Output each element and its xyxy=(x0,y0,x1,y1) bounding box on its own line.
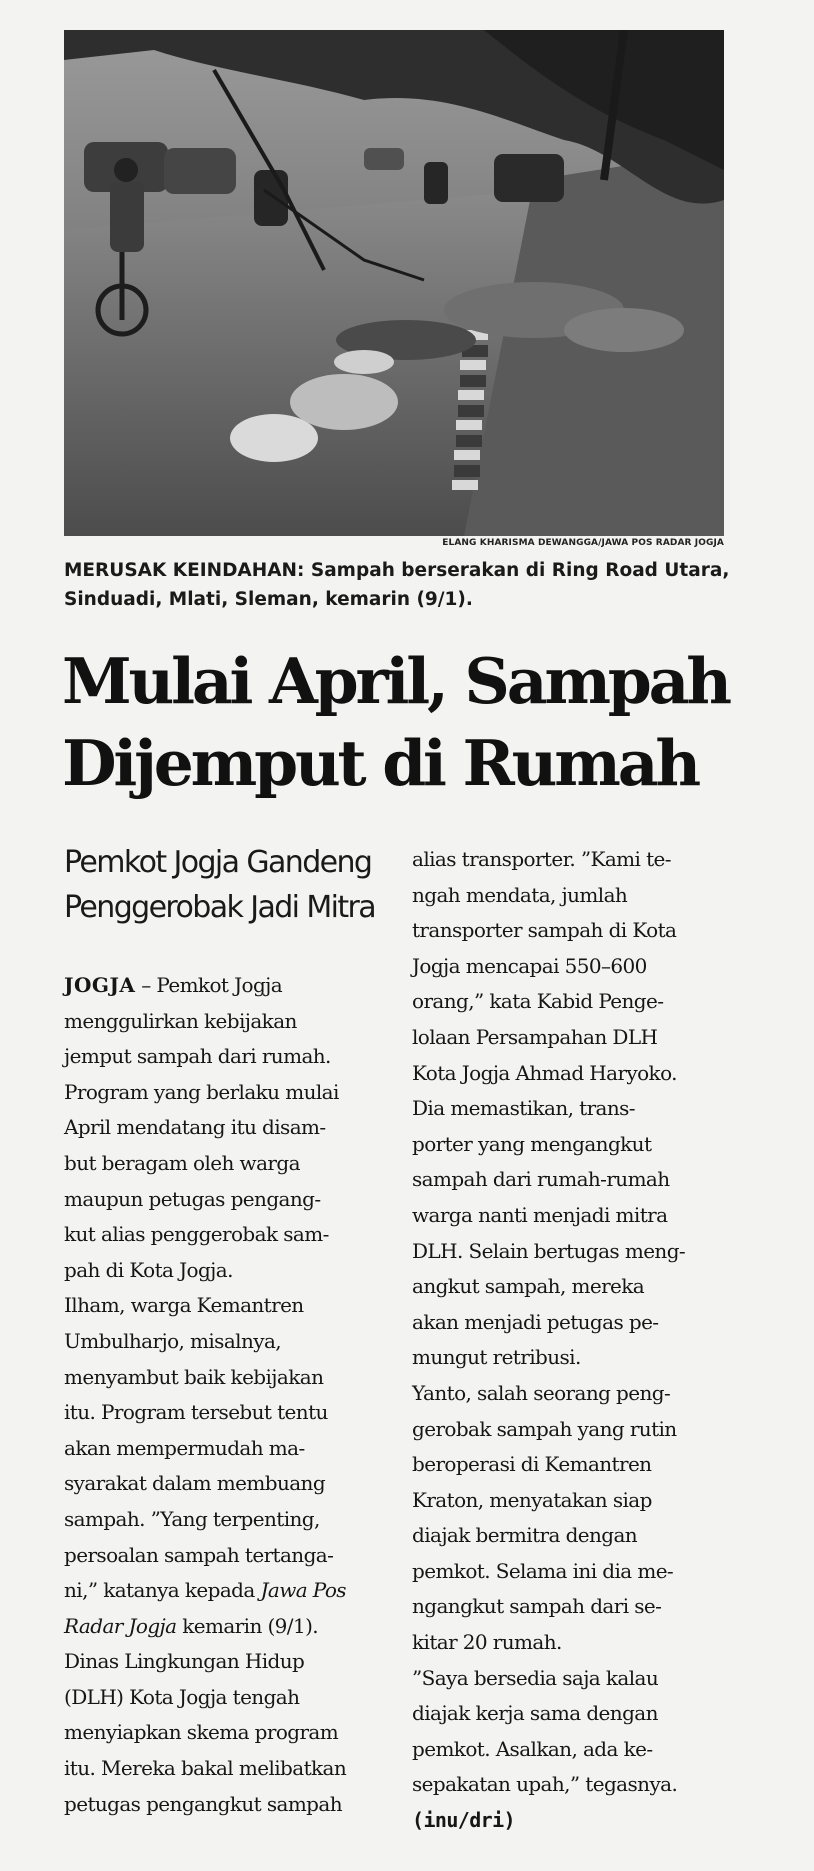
body-line: transporter sampah di Kota xyxy=(412,918,677,943)
caption-text-1: Sampah berserakan di Ring Road Utara, xyxy=(304,560,730,581)
body-line: itu. Program tersebut tentu xyxy=(64,1400,328,1425)
body-line: Jogja mencapai 550–600 xyxy=(412,953,647,978)
article-column-left xyxy=(64,968,382,1822)
body-line: alias transporter. ”Kami te- xyxy=(412,847,671,871)
dateline: JOGJA xyxy=(64,973,136,997)
body-line: DLH. Selain bertugas meng- xyxy=(412,1238,686,1263)
body-line: pemkot. Selama ini dia me- xyxy=(412,1558,674,1583)
headline-line-2: Dijemput di Rumah xyxy=(62,726,698,800)
body-line: sampah. ”Yang terpenting, xyxy=(64,1506,320,1531)
body-line: diajak bermitra dengan xyxy=(412,1523,638,1548)
body-line: Dia memastikan, trans- xyxy=(412,1096,635,1121)
subhead-line-1: Pemkot Jogja Gandeng xyxy=(64,845,372,880)
headline xyxy=(62,640,762,804)
body-line: warga nanti menjadi mitra xyxy=(412,1202,668,1227)
photo-caption xyxy=(64,556,744,614)
body-line: persoalan sampah tertanga- xyxy=(64,1542,334,1567)
body-line: syarakat dalam membuang xyxy=(64,1471,326,1496)
caption-label: MERUSAK KEINDAHAN: xyxy=(64,560,305,581)
body-line: porter yang mengangkut xyxy=(412,1131,652,1156)
body-line: akan menjadi petugas pe- xyxy=(412,1309,659,1334)
body-line: sampah dari rumah-rumah xyxy=(412,1167,670,1192)
body-line: pah di Kota Jogja. xyxy=(64,1257,233,1282)
body-line: angkut sampah, mereka xyxy=(412,1274,645,1299)
body-line: but beragam oleh warga xyxy=(64,1150,300,1175)
body-line: April mendatang itu disam- xyxy=(64,1115,326,1140)
street-photo-trash-icon xyxy=(64,30,724,536)
news-photo xyxy=(64,30,724,536)
author-signoff: (inu/dri) xyxy=(412,1808,515,1833)
body-line: sepakatan upah,” tegasnya. xyxy=(412,1772,678,1797)
body-line: Umbulharjo, misalnya, xyxy=(64,1328,282,1353)
body-line: menggulirkan kebijakan xyxy=(64,1008,297,1033)
body-line: gerobak sampah yang rutin xyxy=(412,1416,677,1441)
caption-text-2: Sinduadi, Mlati, Sleman, kemarin (9/1). xyxy=(64,589,473,610)
body-line: beroperasi di Kemantren xyxy=(412,1452,652,1477)
body-line: menyiapkan skema program xyxy=(64,1720,339,1745)
article-column-right xyxy=(412,842,730,1839)
body-line: Ilham, warga Kemantren xyxy=(64,1293,304,1318)
body-line: maupun petugas pengang- xyxy=(64,1186,321,1211)
body-line: JOGJA – Pemkot Jogja xyxy=(64,973,283,997)
body-line: ”Saya bersedia saja kalau xyxy=(412,1665,659,1690)
subhead-line-2: Penggerobak Jadi Mitra xyxy=(64,890,376,925)
body-line: Kota Jogja Ahmad Haryoko. xyxy=(412,1060,677,1085)
body-line: jemput sampah dari rumah. xyxy=(64,1044,331,1069)
body-line: ni,” katanya kepada Jawa Pos xyxy=(64,1578,346,1603)
body-line: (DLH) Kota Jogja tengah xyxy=(64,1684,300,1709)
photo-credit: ELANG KHARISMA DEWANGGA/JAWA POS RADAR JOGJA xyxy=(442,538,724,548)
body-line: kut alias penggerobak sam- xyxy=(64,1222,329,1247)
body-line: ngah mendata, jumlah xyxy=(412,882,628,907)
body-line: pemkot. Asalkan, ada ke- xyxy=(412,1736,653,1761)
body-line: Yanto, salah seorang peng- xyxy=(412,1380,671,1405)
headline-line-1: Mulai April, Sampah xyxy=(62,644,729,718)
body-line: mungut retribusi. xyxy=(412,1345,581,1370)
body-line: petugas pengangkut sampah xyxy=(64,1791,342,1816)
body-line: Dinas Lingkungan Hidup xyxy=(64,1649,305,1674)
publication-name: Radar Jogja xyxy=(64,1613,177,1638)
body-line: lolaan Persampahan DLH xyxy=(412,1024,658,1049)
publication-name: Jawa Pos xyxy=(260,1578,346,1603)
body-line: Kraton, menyatakan siap xyxy=(412,1487,652,1512)
body-line: diajak kerja sama dengan xyxy=(412,1701,658,1726)
body-line: orang,” kata Kabid Penge- xyxy=(412,989,664,1014)
body-line: menyambut baik kebijakan xyxy=(64,1364,324,1389)
body-line: Radar Jogja kemarin (9/1). xyxy=(64,1613,319,1638)
body-line: akan mempermudah ma- xyxy=(64,1435,305,1460)
body-line: Program yang berlaku mulai xyxy=(64,1079,339,1104)
body-line: kitar 20 rumah. xyxy=(412,1630,562,1655)
subheadline xyxy=(64,840,394,930)
body-line: ngangkut sampah dari se- xyxy=(412,1594,662,1619)
body-line: itu. Mereka bakal melibatkan xyxy=(64,1756,347,1781)
